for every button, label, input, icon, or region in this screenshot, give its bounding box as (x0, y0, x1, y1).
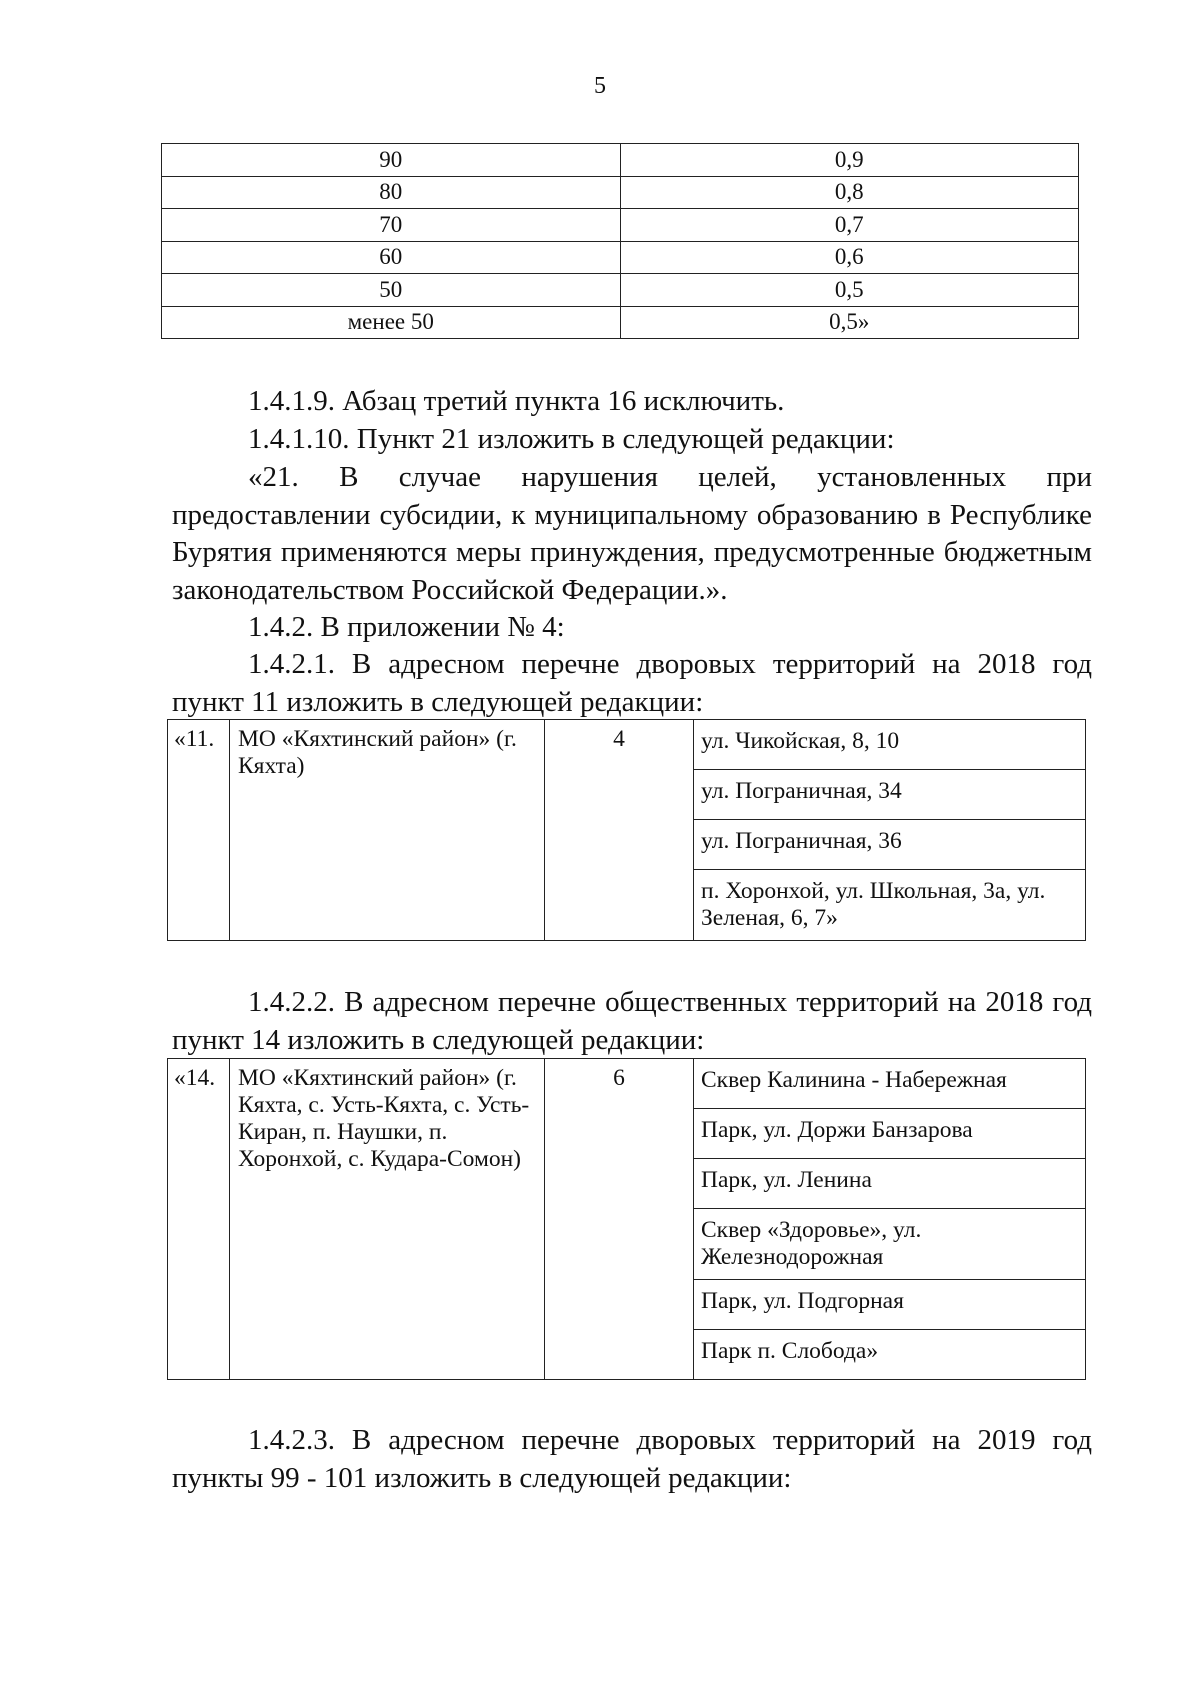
table-row (162, 306, 1079, 339)
address-cell: Сквер Калинина - Набережная (694, 1059, 1086, 1109)
table-cell: менее 50 (162, 306, 621, 339)
municipality-name: МО «Кяхтинский район» (г. Кяхта) (230, 720, 545, 941)
paragraph-1-4-2-2: 1.4.2.2. В адресном перечне общественных территорий на 2018 год пункт 14 изложить в следующей редакции: (172, 986, 1092, 1056)
table-cell: 0,7 (620, 209, 1079, 242)
address-cell: п. Хоронхой, ул. Школьная, 3а, ул. Зеленая, 6, 7» (694, 870, 1086, 941)
table-cell: 0,6 (620, 241, 1079, 274)
address-cell: Парк, ул. Подгорная (694, 1280, 1086, 1330)
table-cell: 90 (162, 144, 621, 177)
table-row (162, 274, 1079, 307)
table-cell: 0,9 (620, 144, 1079, 177)
table-row (162, 209, 1079, 242)
address-cell: Сквер «Здоровье», ул. Железнодорожная (694, 1209, 1086, 1280)
address-cell: Парк п. Слобода» (694, 1330, 1086, 1380)
paragraph-1-4-1-9: 1.4.1.9. Абзац третий пункта 16 исключить. (248, 385, 785, 417)
territory-count: 6 (545, 1059, 694, 1380)
table-row (168, 1059, 1086, 1109)
table-row (162, 241, 1079, 274)
address-cell: Парк, ул. Доржи Банзарова (694, 1109, 1086, 1159)
table-row (162, 176, 1079, 209)
paragraph-point-21: «21. В случае нарушения целей, установленных при предоставлении субсидии, к муниципальному образованию в Республике Бурятия применяются меры принуждения, предусмотренные бюджетным законодательством Российской Федерации.». (172, 461, 1092, 606)
public-2018-table (167, 1058, 1086, 1380)
territory-count: 4 (545, 720, 694, 941)
table-row (168, 720, 1086, 770)
table-cell: 80 (162, 176, 621, 209)
paragraph-1-4-1-10: 1.4.1.10. Пункт 21 изложить в следующей редакции: (248, 423, 895, 455)
table-cell: 0,5 (620, 274, 1079, 307)
address-cell: ул. Чикойская, 8, 10 (694, 720, 1086, 770)
address-cell: Парк, ул. Ленина (694, 1159, 1086, 1209)
table-row (162, 144, 1079, 177)
table-cell: 0,8 (620, 176, 1079, 209)
item-number: «11. (168, 720, 230, 941)
page-number: 5 (594, 73, 606, 99)
paragraph-1-4-2-3: 1.4.2.3. В адресном перечне дворовых территорий на 2019 год пункты 99 - 101 изложить в следующей редакции: (172, 1424, 1092, 1494)
yards-2018-table (167, 719, 1086, 941)
paragraph-1-4-2-1: 1.4.2.1. В адресном перечне дворовых территорий на 2018 год пункт 11 изложить в следующей редакции: (172, 648, 1092, 718)
table-cell: 0,5» (620, 306, 1079, 339)
address-cell: ул. Пограничная, 34 (694, 770, 1086, 820)
coefficient-table (161, 143, 1079, 339)
table-cell: 50 (162, 274, 621, 307)
paragraph-1-4-2: 1.4.2. В приложении № 4: (248, 611, 565, 643)
municipality-name: МО «Кяхтинский район» (г. Кяхта, с. Усть-Кяхта, с. Усть-Киран, п. Наушки, п. Хоронхой, с. Кудара-Сомон) (230, 1059, 545, 1380)
item-number: «14. (168, 1059, 230, 1380)
table-cell: 60 (162, 241, 621, 274)
table-cell: 70 (162, 209, 621, 242)
address-cell: ул. Пограничная, 36 (694, 820, 1086, 870)
